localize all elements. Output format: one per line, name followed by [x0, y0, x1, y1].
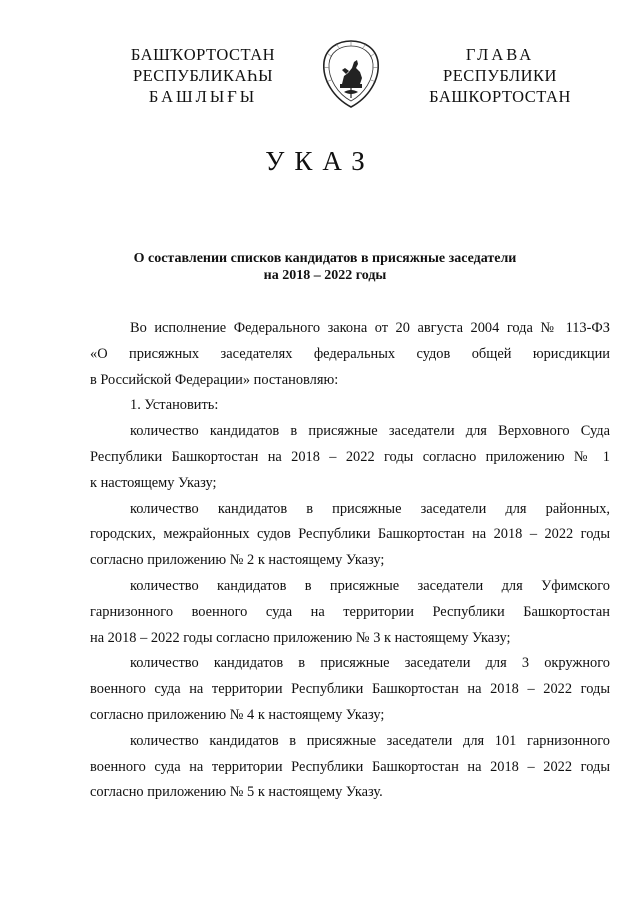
header-right-line-1: ГЛАВА — [465, 45, 535, 64]
text-line: количество кандидатов в присяжные заседатели для Верховного Суда — [130, 423, 610, 440]
text-line: 1. Установить: — [130, 397, 219, 414]
paragraph-district-courts — [90, 497, 610, 574]
text-line: военного суда на территории Республики Башкортостан на 2018 – 2022 годы — [90, 681, 610, 698]
paragraph-supreme-court — [90, 419, 610, 496]
text-line: к настоящему Указу; — [90, 474, 217, 491]
title-line-2: на 2018 – 2022 годы — [263, 268, 387, 283]
text-line: согласно приложению № 4 к настоящему Указу; — [90, 706, 385, 723]
header-left-line-1: БАШҠОРТОСТАН — [130, 45, 276, 64]
paragraph-preamble — [90, 316, 610, 393]
text-line: городских, межрайонных судов Республики Башкортостан на 2018 – 2022 годы — [90, 526, 610, 543]
text-line: согласно приложению № 2 к настоящему Указу; — [90, 552, 385, 569]
paragraph-101-garrison-court — [90, 729, 610, 806]
text-line: «О присяжных заседателях федеральных судов общей юрисдикции — [90, 345, 610, 362]
header-russian-title — [420, 44, 580, 107]
text-line: согласно приложению № 5 к настоящему Указу. — [90, 784, 383, 801]
document-body — [90, 316, 610, 806]
text-line: Республики Башкортостан на 2018 – 2022 годы согласно приложению № 1 — [90, 448, 610, 465]
text-line: количество кандидатов в присяжные заседатели для Уфимского — [130, 577, 610, 594]
header-bashkir-title — [108, 44, 298, 107]
coat-of-arms-icon — [318, 38, 384, 110]
paragraph-district-military-court — [90, 651, 610, 728]
title-line-1: О составлении списков кандидатов в присяжные заседатели — [133, 251, 517, 266]
text-line: количество кандидатов в присяжные заседатели для 101 гарнизонного — [130, 732, 610, 749]
text-line: в Российской Федерации» постановляю: — [90, 371, 339, 388]
document-type: УКАЗ — [265, 146, 375, 176]
text-line: военного суда на территории Республики Башкортостан на 2018 – 2022 годы — [90, 758, 610, 775]
text-line: количество кандидатов в присяжные заседатели для 3 окружного — [130, 655, 610, 672]
text-line: на 2018 – 2022 годы согласно приложению № 3 к настоящему Указу; — [90, 629, 511, 646]
paragraph-ufa-garrison-court — [90, 574, 610, 651]
text-line: количество кандидатов в присяжные заседатели для районных, — [130, 500, 610, 517]
header-right-line-3: БАШКОРТОСТАН — [429, 87, 571, 106]
paragraph-item-1 — [90, 393, 610, 419]
header-left-line-3: БАШЛЫҒЫ — [148, 87, 258, 106]
header-left-line-2: РЕСПУБЛИКАҺЫ — [132, 66, 274, 85]
text-line: гарнизонного военного суда на территории Республики Башкортостан — [90, 603, 610, 620]
text-line: Во исполнение Федерального закона от 20 августа 2004 года № 113-ФЗ — [130, 320, 610, 336]
header-right-line-2: РЕСПУБЛИКИ — [443, 66, 557, 85]
document-title — [90, 250, 560, 284]
